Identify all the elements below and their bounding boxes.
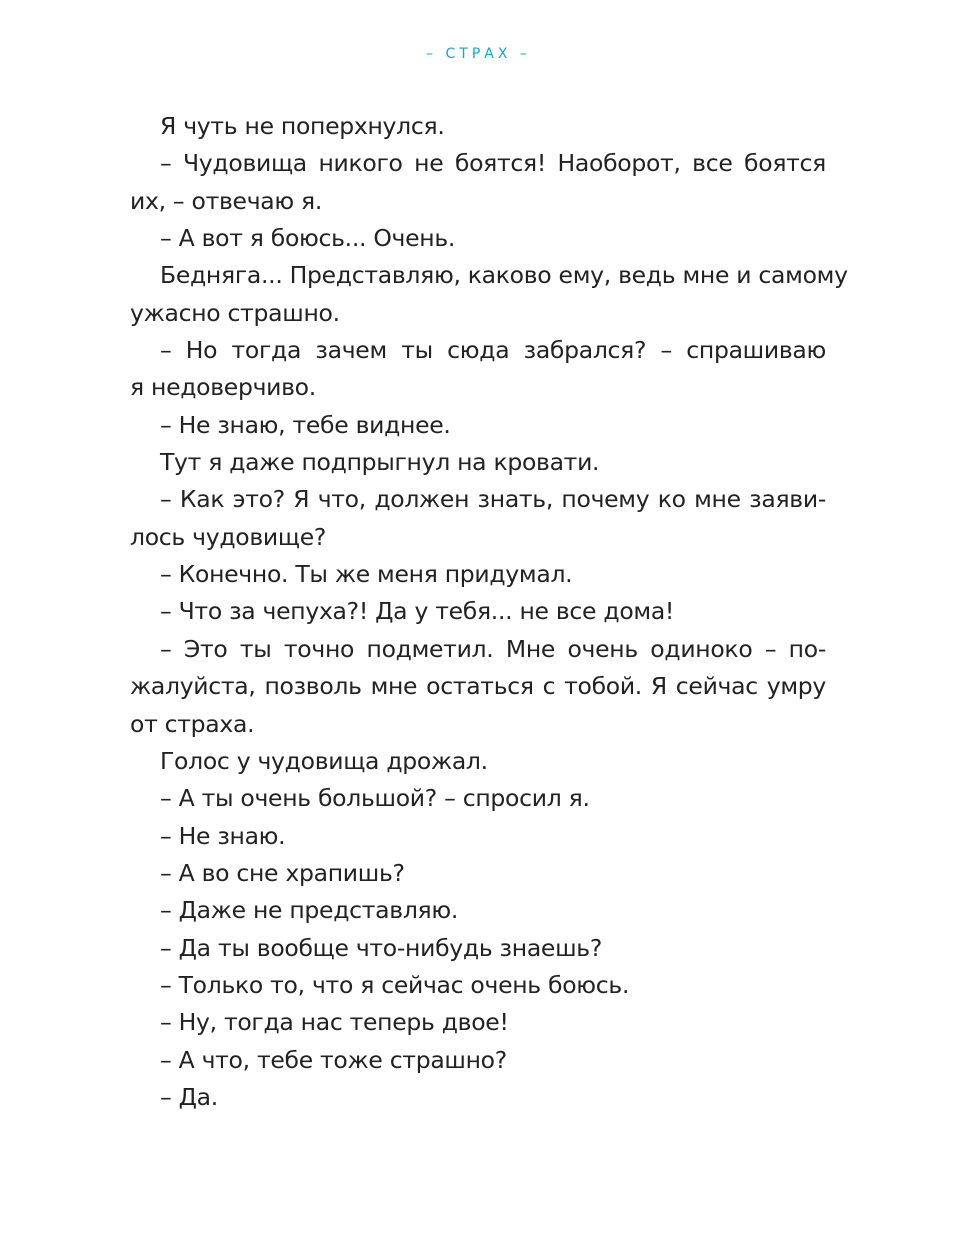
- text-line: лось чудовище?: [130, 522, 327, 551]
- text-line: Голос у чудовища дрожал.: [160, 746, 488, 775]
- text-line: – Конечно. Ты же меня придумал.: [160, 560, 573, 589]
- text-line: – Ну, тогда нас теперь двое!: [160, 1008, 509, 1037]
- text-line: я недоверчиво.: [130, 373, 316, 402]
- text-line: – А во сне храпишь?: [160, 858, 405, 887]
- text-line: – Но тогда зачем ты сюда забрался? – спрашиваю: [160, 336, 826, 365]
- text-line: – Как это? Я что, должен знать, почему ко мне заяви-: [160, 485, 826, 514]
- running-head-title: – СТРАХ –: [426, 46, 531, 62]
- text-line: – Не знаю.: [160, 821, 286, 850]
- text-line: – Даже не представляю.: [160, 896, 459, 925]
- text-line: – Чудовища никого не боятся! Наоборот, все боятся: [160, 149, 826, 178]
- text-line: – Не знаю, тебе виднее.: [160, 410, 451, 439]
- page-body: [130, 108, 848, 1116]
- text-line: жалуйста, позволь мне остаться с тобой. Я сейчас умру: [130, 672, 826, 701]
- text-line: Тут я даже подпрыгнул на кровати.: [160, 448, 600, 477]
- text-line: – А что, тебе тоже страшно?: [160, 1045, 507, 1074]
- text-line: Я чуть не поперхнулся.: [160, 112, 445, 140]
- text-line: – Да ты вообще что-нибудь знаешь?: [160, 933, 603, 962]
- text-line: их, – отвечаю я.: [130, 186, 323, 215]
- text-line: ужасно страшно.: [130, 298, 340, 327]
- text-line: – Да.: [160, 1082, 218, 1111]
- text-line: – Что за чепуха?! Да у тебя... не все дома!: [160, 597, 675, 626]
- text-line: – Только то, что я сейчас очень боюсь.: [160, 970, 630, 999]
- text-line: от страха.: [130, 709, 255, 738]
- text-line: – А ты очень большой? – спросил я.: [160, 784, 590, 813]
- text-line: – Это ты точно подметил. Мне очень одиноко – по-: [160, 634, 826, 663]
- text-line: – А вот я боюсь... Очень.: [160, 224, 456, 253]
- text-line: Бедняга... Представляю, каково ему, ведь мне и самому: [160, 261, 848, 290]
